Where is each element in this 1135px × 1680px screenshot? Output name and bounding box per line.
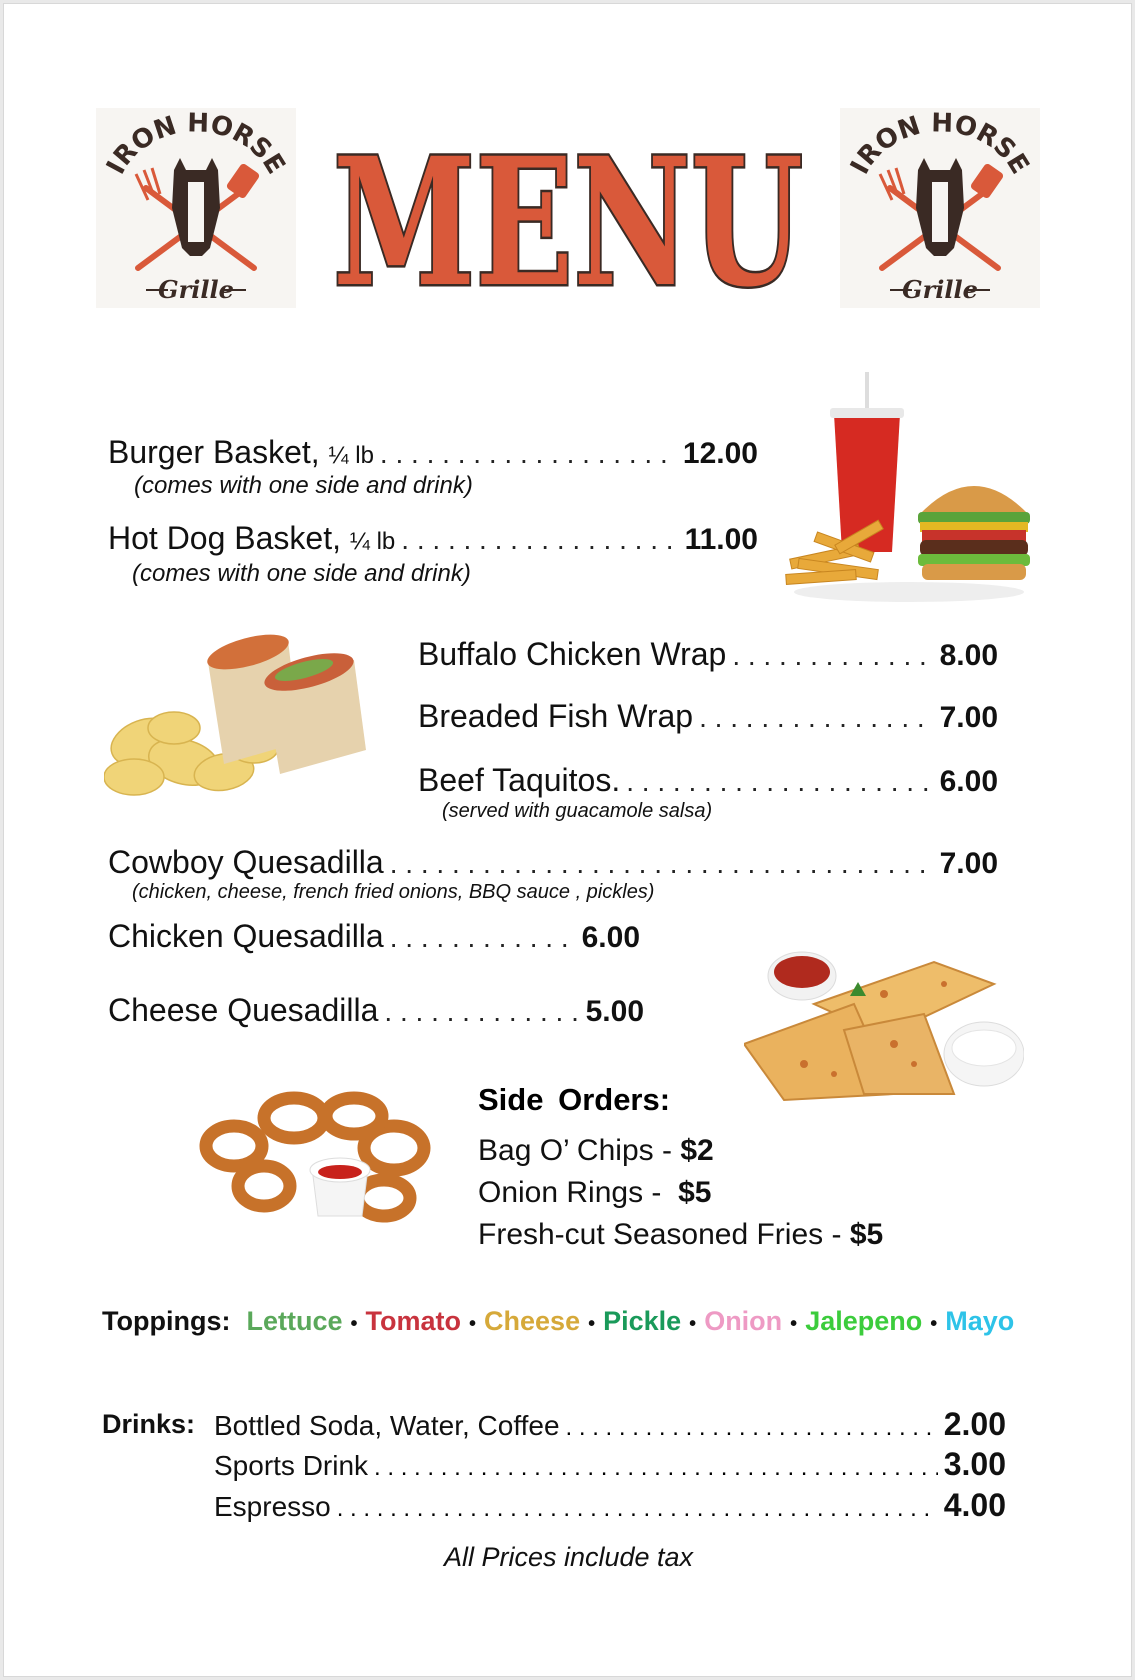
- brand-logo-right: [840, 108, 1040, 308]
- drink-price: 4.00: [943, 1487, 1006, 1523]
- chips-wrap-photo: [104, 632, 380, 802]
- horse-logo-icon: [840, 108, 1040, 308]
- topping-mayo: Mayo: [945, 1306, 1015, 1336]
- side-price: $2: [680, 1134, 714, 1167]
- logo-sub: Grille: [902, 275, 978, 304]
- side-price: $5: [678, 1176, 712, 1209]
- menu-item-breaded-fish-wrap: [418, 698, 998, 735]
- onion-rings-photo: [194, 1086, 444, 1232]
- item-name: Cowboy Quesadilla: [108, 844, 384, 880]
- drink-item-espresso: [214, 1487, 1006, 1524]
- topping-tomato: Tomato: [365, 1306, 462, 1336]
- menu-item-buffalo-chicken-wrap: [418, 636, 998, 673]
- item-price: 6.00: [581, 921, 640, 954]
- side-name: Onion Rings -: [478, 1176, 662, 1209]
- svg-text:IRON HORSE: [845, 108, 1035, 179]
- drink-name: Sports Drink: [214, 1450, 369, 1481]
- item-price: 11.00: [684, 523, 758, 556]
- item-name: Breaded Fish Wrap: [418, 698, 694, 734]
- topping-lettuce: Lettuce: [246, 1306, 343, 1336]
- toppings-row: Toppings: Lettuce • Tomato • Cheese • Pickle • Onion • Jalepeno • Mayo: [102, 1306, 1015, 1336]
- side-price: $5: [849, 1218, 884, 1251]
- topping-onion: Onion: [704, 1306, 783, 1336]
- dot-leader: [390, 922, 576, 954]
- item-note: (served with guacamole salsa): [442, 800, 713, 822]
- drink-price: 3.00: [943, 1446, 1006, 1482]
- drink-item-soda: [214, 1406, 1006, 1443]
- brand-logo-left: [96, 108, 296, 308]
- side-name: Bag O’ Chips -: [478, 1134, 672, 1167]
- item-size: ¼ lb: [349, 528, 396, 555]
- logo-name: IRON HORSE: [845, 108, 1035, 180]
- menu-item-cowboy-quesadilla: [108, 844, 998, 881]
- dot-leader: [699, 702, 934, 734]
- topping-pickle: Pickle: [603, 1306, 682, 1336]
- burger-fries-drink-photo: [784, 372, 1034, 608]
- dot-leader: [384, 996, 579, 1028]
- side-item-onion-rings: [478, 1176, 711, 1210]
- menu-item-chicken-quesadilla: [108, 918, 640, 955]
- menu-heading: MENU: [333, 126, 803, 306]
- side-item-chips: [478, 1134, 714, 1168]
- topping-cheese: Cheese: [484, 1306, 581, 1336]
- dot-leader: [566, 1414, 938, 1442]
- item-name: Beef Taquitos.: [418, 762, 621, 798]
- dot-leader: [337, 1495, 938, 1523]
- item-price: 8.00: [939, 639, 998, 672]
- item-price: 6.00: [939, 765, 998, 798]
- dot-leader: [401, 524, 678, 556]
- item-price: 12.00: [682, 437, 758, 470]
- item-price: 5.00: [585, 995, 644, 1028]
- item-name: Hot Dog Basket,: [108, 520, 341, 556]
- toppings-label: Toppings:: [102, 1306, 231, 1336]
- drink-price: 2.00: [943, 1406, 1006, 1442]
- topping-jalepeno: Jalepeno: [805, 1306, 923, 1336]
- item-note: (chicken, cheese, french fried onions, BBQ sauce , pickles): [132, 881, 655, 903]
- prices-footnote: All Prices include tax: [443, 1542, 694, 1572]
- drink-item-sports: [214, 1446, 1006, 1483]
- item-name: Burger Basket,: [108, 434, 320, 470]
- drink-name: Espresso: [214, 1491, 331, 1522]
- drinks-label: Drinks:: [102, 1409, 196, 1439]
- item-size: ¼ lb: [328, 442, 374, 469]
- side-name: Fresh-cut Seasoned Fries -: [478, 1218, 842, 1251]
- drink-name: Bottled Soda, Water, Coffee: [214, 1410, 560, 1441]
- menu-item-cheese-quesadilla: [108, 992, 644, 1029]
- dot-leader: [390, 848, 934, 880]
- item-price: 7.00: [939, 847, 998, 880]
- side-orders-title: Side Orders:: [478, 1082, 671, 1117]
- item-note: (comes with one side and drink): [134, 472, 473, 499]
- dot-leader: [380, 438, 677, 470]
- dot-leader: [626, 766, 933, 798]
- item-note: (comes with one side and drink): [132, 560, 471, 587]
- menu-title: [324, 126, 812, 306]
- menu-item-burger-basket: [108, 434, 758, 471]
- dot-leader: [374, 1454, 938, 1482]
- logo-sub: Grille: [158, 275, 234, 304]
- item-name: Buffalo Chicken Wrap: [418, 636, 727, 672]
- menu-item-hot-dog-basket: [108, 520, 758, 557]
- menu-item-beef-taquitos: [418, 762, 998, 799]
- item-name: Cheese Quesadilla: [108, 992, 379, 1028]
- item-name: Chicken Quesadilla: [108, 918, 384, 954]
- svg-text:IRON HORSE: [101, 108, 291, 179]
- dot-leader: [732, 640, 933, 672]
- horse-logo-icon: [96, 108, 296, 308]
- menu-page: [3, 3, 1132, 1677]
- logo-name: IRON HORSE: [101, 108, 291, 180]
- item-price: 7.00: [939, 701, 998, 734]
- side-item-fries: [478, 1218, 883, 1252]
- quesadilla-photo: [744, 944, 1024, 1104]
